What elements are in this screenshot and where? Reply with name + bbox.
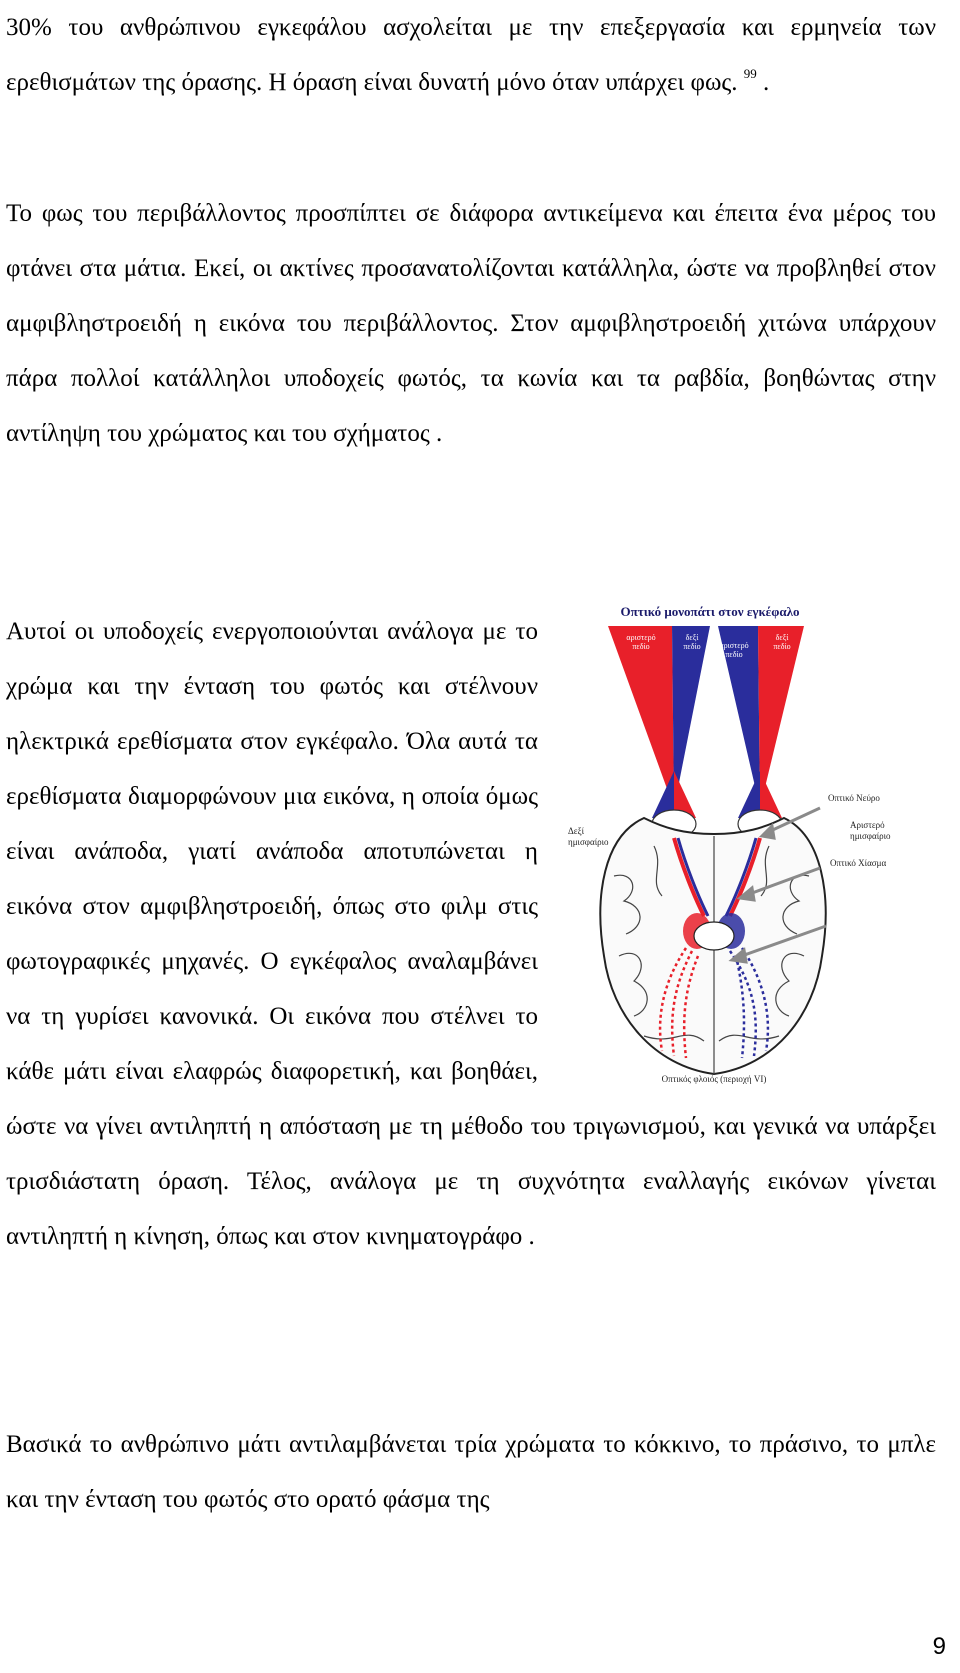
- label-left-hemisphere-2: ημισφαίριο: [850, 831, 891, 841]
- paragraph-4: Βασικά το ανθρώπινο μάτι αντιλαμβάνεται τρία χρώματα το κόκκινο, το πράσινο, το μπλε και την ένταση του φωτός στο ορατό φάσμα της: [6, 1431, 936, 1513]
- optic-pathway-diagram: [564, 596, 936, 1084]
- label-visual-cortex: Οπτικός φλοιός (περιοχή VI): [661, 1074, 767, 1084]
- paragraph-1: [6, 0, 936, 110]
- footnote-ref[interactable]: 99: [743, 66, 757, 81]
- optic-pathway-figure: [564, 596, 936, 1084]
- paragraph-1-text: 30% του ανθρώπινου εγκεφάλου ασχολείται με την επεξεργασία και ερμηνεία των ερεθισμάτων της όρασης. Η όραση είναι δυνατή μόνο όταν υπάρχει φως.: [6, 14, 936, 96]
- label-left-field-2: πεδίο: [632, 642, 650, 651]
- label-right-field-1: δεξί: [685, 633, 699, 642]
- label-right-field-b2: πεδίο: [773, 642, 791, 651]
- label-left-field-b1: αριστερό: [719, 641, 749, 650]
- page-number: 9: [932, 1633, 946, 1660]
- label-optic-chiasm: Οπτικό Χίασμα: [830, 858, 887, 868]
- right-eye-red-field: [758, 626, 804, 808]
- label-right-hemisphere-2: ημισφαίριο: [568, 837, 609, 847]
- label-left-field-b2: πεδίο: [725, 650, 743, 659]
- label-right-field-2: πεδίο: [683, 642, 701, 651]
- figure-title: Οπτικό μονοπάτι στον εγκέφαλο: [620, 604, 800, 619]
- label-right-field-b1: δεξί: [775, 633, 789, 642]
- label-left-field-1: αριστερό: [626, 633, 656, 642]
- paragraph-2: Το φως του περιβάλλοντος προσπίπτει σε διάφορα αντικείμενα και έπειτα ένα μέρος του φτάνει στα μάτια. Εκεί, οι ακτίνες προσανατολίζονται κατάλληλα, ώστε να προβληθεί στον αμφιβληστροειδή η εικόνα του περιβάλλοντος. Στον αμφιβληστροειδή χιτώνα υπάρχουν πάρα πολλοί κατάλληλοι υποδοχείς φωτός, τα κωνία και τα ραβδία, βοηθώντας στην αντίληψη του χρώματος και του σχήματος .: [6, 200, 936, 447]
- label-optic-nerve: Οπτικό Νεύρο: [828, 793, 880, 803]
- optic-chiasm-shape: [694, 922, 734, 950]
- paragraph-1-tail: .: [756, 69, 770, 96]
- label-right-hemisphere-1: Δεξί: [568, 826, 585, 836]
- label-left-hemisphere-1: Αριστερό: [850, 820, 885, 830]
- paragraph-3-text: Αυτοί οι υποδοχείς ενεργοποιούνται ανάλογα με το χρώμα και την ένταση του φωτός και στέλνουν ηλεκτρικά ερεθίσματα στον εγκέφαλο. Όλα αυτά τα ερεθίσματα διαμορφώνουν μια εικόνα, η οποία όμως είναι ανάποδα, γιατί ανάποδα αποτυπώνεται η εικόνα στον αμφιβληστροειδή, όπως στο φιλμ στις φωτογραφικές μηχανές. Ο εγκέφαλος αναλαμβάνει να τη γυρίσει κανονικά. Οι εικόνα που στέλνει το κάθε μάτι είναι ελαφρώς διαφορετική, και βοηθάει, ώστε να γίνει αντιληπτή η απόσταση με τη μέθοδο του τριγωνισμού, και γενικά να υπάρξει τρισδιάστατη όραση. Τέλος, ανάλογα με τη συχνότητα εναλλαγής εικόνων γίνεται αντιληπτή η κίνηση, όπως και στον κινηματογράφο .: [6, 618, 936, 1250]
- paragraph-3: [6, 604, 936, 1264]
- left-eye-red-field: [608, 626, 674, 808]
